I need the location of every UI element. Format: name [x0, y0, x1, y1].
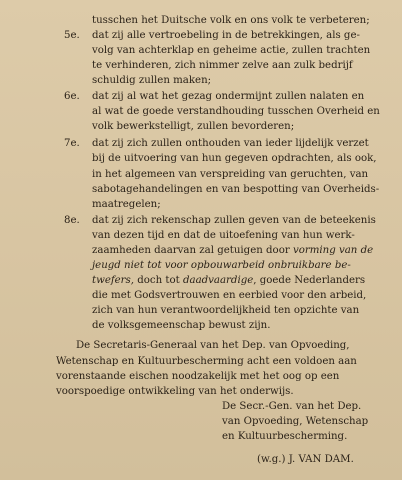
text-line: in het algemeen van verspreiding van geruchten, van — [92, 169, 369, 180]
italic-text: twefers, — [92, 275, 134, 286]
text-line: zich van hun verantwoordelijkheid ten opzichte van — [92, 305, 360, 316]
text-line: dat zij al wat het gezag ondermijnt zullen nalaten en — [92, 91, 365, 102]
text-span: , — [253, 275, 260, 286]
text-line: volk bewerkstelligt, zullen bevorderen; — [92, 121, 295, 132]
text-line: maatregelen; — [92, 199, 161, 210]
text-line: van dezen tijd en dat de uitoefening van hun werk- — [92, 230, 355, 241]
text-line: bij de uitvoering van hun gegeven opdrachten, als ook, — [92, 153, 377, 164]
text-line: te verhinderen, zich nimmer zelve aan zulk bedrijf — [92, 60, 353, 71]
text-line: dat zij zich zullen onthouden van ieder lijdelijk verzet — [92, 138, 369, 149]
text-line: schuldig zullen maken; — [92, 75, 212, 86]
text-span: goede Nederlanders — [259, 275, 366, 286]
item-number: 6e. — [64, 91, 80, 102]
italic-text: vorming van de — [292, 245, 374, 256]
text-line: sabotagehandelingen en van bespotting van Overheids- — [92, 184, 380, 195]
italic-text: daadvaardige — [182, 275, 254, 286]
text-line: de volksgemeenschap bewust zijn. — [92, 320, 271, 331]
closing-line: Wetenschap en Kultuurbescherming acht een voldoen aan — [56, 356, 357, 367]
signature-line: en Kultuurbescherming. — [222, 431, 348, 442]
signature-line: De Secr.-Gen. van het Dep. — [222, 401, 362, 412]
item-number: 5e. — [64, 30, 80, 41]
text-line: dat zij alle vertroebeling in de betrekkingen, als ge- — [92, 30, 360, 41]
closing-line: vorenstaande eischen noodzakelijk met het oog op een — [56, 371, 340, 382]
text-line: volg van achterklap en geheime actie, zullen trachten — [92, 45, 371, 56]
signature-name: (w.g.) J. VAN DAM. — [257, 454, 354, 465]
text-line — [92, 274, 365, 287]
closing-line: De Secretaris-Generaal van het Dep. van Opvoeding, — [76, 340, 350, 351]
italic-line: jeugd niet tot voor opbouwarbeid onbruikbare be- — [92, 260, 351, 271]
text-span: doch tot — [137, 275, 180, 286]
text-span: zaamheden daarvan zal getuigen door — [92, 245, 290, 256]
signature-line: van Opvoeding, Wetenschap — [222, 416, 369, 427]
text-line: die met Godsvertrouwen en eerbied voor den arbeid, — [92, 290, 367, 301]
text-line: dat zij zich rekenschap zullen geven van de beteekenis — [92, 215, 376, 226]
closing-line: voorspoedige ontwikkeling van het onderwijs. — [56, 386, 294, 397]
text-line: tusschen het Duitsche volk en ons volk te verbeteren; — [92, 15, 370, 26]
item-number: 8e. — [64, 215, 80, 226]
text-line: al wat de goede verstandhouding tusschen Overheid en — [92, 106, 380, 117]
text-line — [92, 244, 373, 257]
item-number: 7e. — [64, 138, 80, 149]
